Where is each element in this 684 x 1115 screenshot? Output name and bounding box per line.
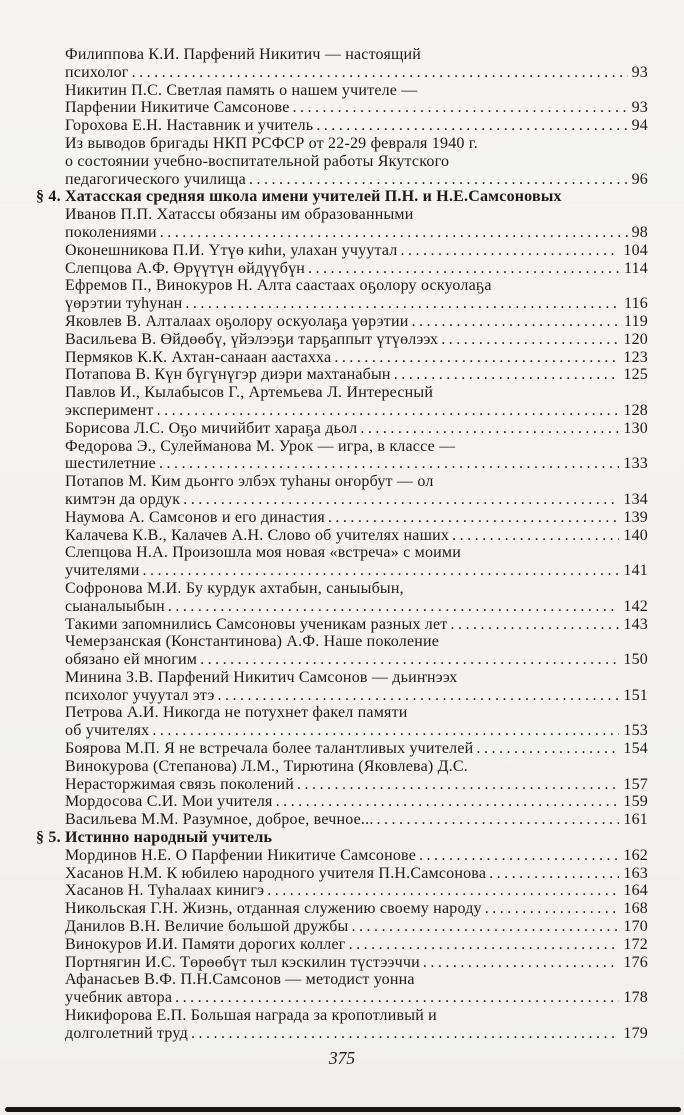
dot-leader [267, 882, 619, 900]
dot-leader [276, 793, 620, 811]
toc-entry-line [36, 1007, 648, 1025]
toc-entry-line [36, 384, 648, 402]
toc-entry-text: поколениями [65, 223, 157, 241]
toc-entry-line [36, 277, 648, 295]
toc-entry-text: Мординов Н.Е. О Парфении Никитиче Самсонове [65, 846, 417, 864]
toc-entry-text: Никифорова Е.П. Большая награда за кропотливый и [65, 1007, 437, 1025]
toc-entry-text: Нерасторжимая связь поколений [65, 775, 295, 793]
toc-entry-text: Афанасьев В.Ф. П.Н.Самсонов — методист уонна [65, 971, 415, 989]
toc-entry-text: Из выводов бригады НКП РСФСР от 22-29 февраля 1940 г. [65, 134, 478, 152]
toc-entry-page-number: 134 [623, 490, 648, 508]
toc-entry-line [36, 918, 648, 936]
toc-entry-page-number: 163 [623, 864, 648, 882]
toc-entry-text: учителями [65, 562, 140, 580]
toc-entry-text: Винокуров И.И. Памяти дорогих коллег [65, 935, 346, 953]
toc-entry-page-number: 96 [631, 170, 648, 188]
toc-entry-page-number: 151 [623, 686, 648, 704]
dot-leader [159, 455, 619, 473]
toc-entry-page-number: 143 [623, 615, 648, 633]
toc-entry-text: Павлов И., Кылабысов Г., Артемьева Л. Интересный [65, 384, 434, 402]
toc-entry-text: сыаналыыбын [65, 597, 165, 615]
dot-leader [132, 64, 628, 82]
toc-entry-page-number: 93 [631, 99, 648, 117]
dot-leader [328, 509, 620, 527]
toc-entry-line [36, 900, 648, 918]
toc-entry-page-number: 142 [623, 597, 648, 615]
toc-entry-page-number: 154 [623, 740, 648, 758]
toc-entry-text: Горохова Е.Н. Наставник и учитель [65, 117, 314, 135]
dot-leader [316, 117, 627, 135]
dot-leader [394, 366, 620, 384]
toc-entry-line [36, 687, 648, 705]
dot-leader [218, 687, 620, 705]
toc-entry-page-number: 153 [623, 722, 648, 740]
toc-entry-text: Калачева К.В., Калачев А.Н. Слово об учителях наших [65, 526, 450, 544]
dot-leader [175, 989, 619, 1007]
toc-entry-line [36, 64, 648, 82]
dot-leader [160, 224, 628, 242]
toc-entry-text: долголетний труд [65, 1024, 188, 1042]
toc-entry-line [36, 509, 648, 527]
toc-entry-text: Чемерзанская (Константинова) А.Ф. Наше поколение [65, 633, 440, 651]
toc-entry-text: Слепцова Н.А. Произошла моя новая «встреча» с моими [65, 544, 462, 562]
toc-entry-text: обязано ей многим [65, 651, 198, 669]
toc-entry-text: Пермяков К.К. Ахтан-санаан аастахха [65, 348, 332, 366]
toc-entry-text: Петрова А.И. Никогда не потухнет факел памяти [65, 704, 408, 722]
dot-leader [423, 954, 620, 972]
toc-entry-text: Потапов М. Ким дьоҥго элбэх туһаны оҥорбут — ол [65, 473, 434, 491]
toc-entry-text: Филиппова К.И. Парфений Никитич — настоящий [65, 46, 422, 63]
toc-entry-line [36, 82, 648, 100]
toc-entry-page-number: 104 [623, 241, 648, 259]
toc-entry-page-number: 94 [631, 117, 648, 135]
section-header-text: § 4. Хатасская средняя школа имени учителей П.Н. и Н.Е.Самсоновых [36, 188, 562, 206]
toc-entry-page-number: 93 [631, 63, 648, 81]
toc-entry-line [36, 171, 648, 189]
dot-leader [152, 722, 619, 740]
dot-leader [143, 562, 620, 580]
toc-entry-line [36, 366, 648, 384]
dot-leader [452, 527, 619, 545]
dot-leader [400, 242, 619, 260]
toc-entry-text: Такими запомнились Самсоновы ученикам разных лет [65, 615, 448, 633]
toc-entry-text: эксперимент [65, 401, 154, 419]
toc-entry-text: Наумова А. Самсонов и его династия [65, 508, 325, 526]
toc-entry-text: Оконешникова П.И. Үтүө киһи, улахан учуутал [65, 241, 398, 259]
toc-entry-text: Минина З.В. Парфений Никитич Самсонов — дьиҥнээх [65, 668, 458, 686]
toc-entry-text: Портнягин И.С. Төрөөбүт тыл кэскилин түстээччи [65, 953, 420, 971]
toc-entry-page-number: 133 [623, 455, 648, 473]
toc-entry-page-number: 157 [623, 775, 648, 793]
table-of-contents [36, 46, 648, 1043]
toc-entry-line [36, 402, 648, 420]
toc-entry-line [36, 758, 648, 776]
toc-entry-line [36, 117, 648, 135]
toc-entry-page-number: 168 [623, 900, 648, 918]
dot-leader [377, 811, 620, 829]
toc-entry-text: Иванов П.П. Хатассы обязаны им образованными [65, 206, 414, 224]
toc-entry-page-number: 178 [623, 989, 648, 1007]
toc-entry-line [36, 544, 648, 562]
toc-entry-text: учебник автора [65, 989, 173, 1007]
toc-entry-line [36, 331, 648, 349]
toc-entry-line [36, 473, 648, 491]
toc-entry-page-number: 172 [623, 935, 648, 953]
toc-entry-line [36, 224, 648, 242]
toc-entry-line [36, 349, 648, 367]
toc-entry-line [36, 811, 648, 829]
dot-leader [412, 313, 620, 331]
toc-entry-text: Винокурова (Степанова) Л.М., Тирютина (Яковлева) Д.С. [65, 757, 468, 775]
toc-entry-line [36, 722, 648, 740]
dot-leader [157, 402, 620, 420]
toc-entry-line [36, 882, 648, 900]
toc-entry-page-number: 140 [623, 526, 648, 544]
toc-entry-text: Никольская Г.Н. Жизнь, отданная служению своему народу [65, 900, 482, 918]
toc-entry-line [36, 46, 648, 64]
toc-entry-line [36, 651, 648, 669]
toc-entry-page-number: 130 [623, 419, 648, 437]
toc-entry-page-number: 116 [623, 295, 648, 313]
toc-entry-line [36, 989, 648, 1007]
section-header [36, 188, 648, 206]
dot-leader [419, 847, 619, 865]
toc-entry-page-number: 119 [623, 312, 648, 330]
toc-entry-line [36, 740, 648, 758]
toc-entry-line [36, 455, 648, 473]
toc-entry-line [36, 527, 648, 545]
toc-entry-text: Никитин П.С. Светлая память о нашем учителе — [65, 81, 418, 99]
toc-entry-text: Парфении Никитиче Самсонове [65, 99, 290, 117]
toc-entry-page-number: 162 [623, 846, 648, 864]
toc-entry-line [36, 295, 648, 313]
toc-entry-text: Хасанов Н.М. К юбилею народного учителя П.Н.Самсонова [65, 864, 487, 882]
toc-entry-line [36, 206, 648, 224]
dot-leader [450, 616, 619, 634]
toc-entry-line [36, 793, 648, 811]
toc-entry-line [36, 580, 648, 598]
toc-entry-line [36, 971, 648, 989]
toc-entry-line [36, 420, 648, 438]
toc-entry-text: Борисова Л.С. Оҕо мичийбит хараҕа дьол [65, 419, 358, 437]
toc-entry-text: Хасанов Н. Туһалаах кинигэ [65, 882, 265, 900]
toc-entry-page-number: 120 [623, 330, 648, 348]
section-header [36, 829, 648, 847]
dot-leader [249, 171, 628, 189]
dot-leader [293, 99, 628, 117]
toc-entry-line [36, 776, 648, 794]
toc-entry-text: үөрэтии туһунан [65, 295, 183, 313]
toc-entry-page-number: 159 [623, 793, 648, 811]
dot-leader [334, 349, 619, 367]
toc-entry-text: Федорова Э., Сулейманова М. Урок — игра, в классе — [65, 437, 456, 455]
dot-leader [351, 918, 619, 936]
dot-leader [200, 651, 619, 669]
toc-entry-text: шестилетние [65, 455, 156, 473]
toc-entry-text: Потапова В. Күн бүгүнүгэр диэри махтанабын [65, 366, 391, 384]
toc-entry-text: Данилов В.Н. Величие большой дружбы [65, 918, 349, 936]
toc-entry-text: о состоянии учебно-воспитательной работы Якутского [65, 152, 450, 170]
toc-entry-text: Мордосова С.И. Мои учителя [65, 793, 273, 811]
dot-leader [308, 260, 620, 278]
toc-entry-page-number: 164 [623, 882, 648, 900]
toc-entry-text: об учителях [65, 722, 150, 740]
toc-entry-text: Ефремов П., Винокуров Н. Алта саастаах оҕолору оскуолаҕа [65, 277, 492, 295]
toc-entry-line [36, 669, 648, 687]
toc-entry-text: Боярова М.П. Я не встречала более талантливых учителей [65, 740, 474, 758]
toc-entry-text: психолог [65, 63, 129, 81]
dot-leader [476, 740, 619, 758]
toc-entry-text: Яковлев В. Алталаах оҕолору оскуолаҕа үөрэтии [65, 312, 409, 330]
toc-entry-page-number: 125 [623, 366, 648, 384]
toc-entry-text: Васильева М.М. Разумное, доброе, вечное... [65, 811, 374, 829]
toc-entry-line [36, 847, 648, 865]
toc-entry-line [36, 438, 648, 456]
toc-entry-text: кимтэн да ордук [65, 490, 181, 508]
dot-leader [441, 331, 619, 349]
toc-entry-page-number: 161 [623, 811, 648, 829]
section-header-text: § 5. Истинно народный учитель [36, 829, 273, 847]
toc-entry-page-number: 98 [631, 223, 648, 241]
toc-entry-text: Васильева В. Өйдөөбү, үйэлээҕи тарҕаппыт үтүөлээх [65, 330, 439, 348]
toc-entry-text: психолог учуутал этэ [65, 686, 215, 704]
toc-entry-line [36, 153, 648, 171]
dot-leader [168, 598, 619, 616]
toc-entry-line [36, 704, 648, 722]
toc-entry-page-number: 141 [623, 562, 648, 580]
toc-entry-text: Софронова М.И. Бу курдук ахтабын, саныыбын, [65, 579, 404, 597]
scan-artifact-line [5, 1107, 681, 1112]
toc-entry-line [36, 260, 648, 278]
toc-entry-line [36, 1025, 648, 1043]
toc-entry-line [36, 313, 648, 331]
dot-leader [489, 865, 619, 883]
toc-entry-page-number: 139 [623, 508, 648, 526]
toc-entry-line [36, 598, 648, 616]
dot-leader [191, 1025, 619, 1043]
toc-entry-page-number: 176 [623, 953, 648, 971]
toc-entry-line [36, 954, 648, 972]
toc-entry-page-number: 179 [623, 1024, 648, 1042]
toc-entry-page-number: 114 [623, 259, 648, 277]
dot-leader [360, 420, 619, 438]
toc-entry-page-number: 123 [623, 348, 648, 366]
toc-entry-line [36, 633, 648, 651]
toc-entry-line [36, 242, 648, 260]
toc-entry-page-number: 170 [623, 918, 648, 936]
toc-entry-line [36, 562, 648, 580]
page-number: 375 [328, 1048, 356, 1068]
toc-entry-text: педагогического училища [65, 170, 246, 188]
toc-entry-text: Слепцова А.Ф. Өрүүтүн өйдүүбүн [65, 259, 306, 277]
dot-leader [297, 776, 619, 794]
toc-entry-line [36, 616, 648, 634]
toc-entry-line [36, 936, 648, 954]
dot-leader [185, 295, 620, 313]
toc-entry-line [36, 491, 648, 509]
toc-entry-line [36, 865, 648, 883]
dot-leader [485, 900, 620, 918]
toc-entry-line [36, 99, 648, 117]
toc-entry-page-number: 150 [623, 651, 648, 669]
toc-entry-line [36, 135, 648, 153]
dot-leader [183, 491, 619, 509]
dot-leader [349, 936, 620, 954]
toc-entry-page-number: 128 [623, 401, 648, 419]
